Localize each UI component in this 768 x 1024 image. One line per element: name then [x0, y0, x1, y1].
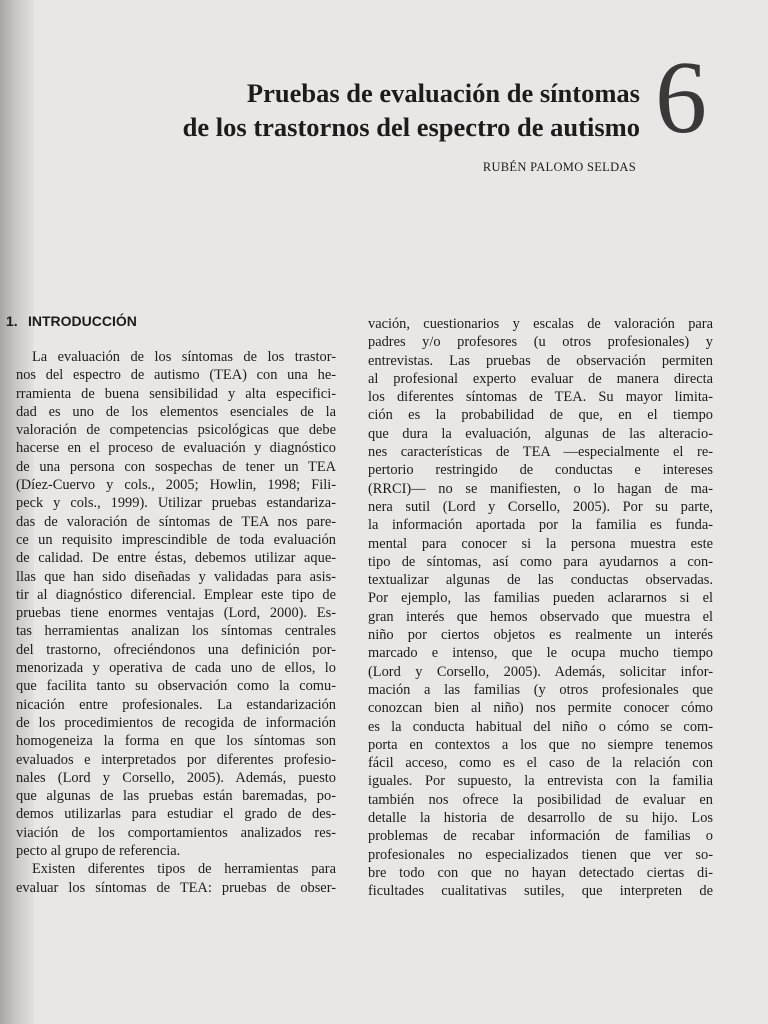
text-line: (Díez-Cuervo y cols., 2005; Howlin, 1998; Fili-	[16, 477, 336, 494]
text-line: profesionales no especializados tienen que ver so-	[368, 846, 713, 863]
text-line: de calidad. De entre éstas, debemos utilizar aque-	[16, 550, 336, 567]
text-line: hacerse en el proceso de evaluación y diagnóstico	[16, 440, 336, 457]
text-line: Por ejemplo, las familias pueden aclararnos si el	[368, 590, 713, 607]
text-line: ción es la probabilidad de que, en el tiempo	[368, 407, 713, 424]
text-line: niño por ciertos objetos es realmente un interés	[368, 627, 713, 644]
text-line: tipo de síntomas, así como para ayudarnos a con-	[368, 553, 713, 570]
text-line: conozcan bien al niño) nos permite conocer cómo	[368, 700, 713, 717]
text-line: entrevistas. Las pruebas de observación permiten	[368, 352, 713, 369]
text-line: bre todo con que no hayan detectado ciertas di-	[368, 864, 713, 881]
text-line: demos utilizarlas para estudiar el grado de des-	[16, 806, 336, 823]
text-line: Existen diferentes tipos de herramientas para	[32, 861, 336, 878]
text-line: gran interés que hemos observado que muestra el	[368, 608, 713, 625]
text-line: que dura la evaluación, algunas de las alteracio-	[368, 425, 713, 442]
text-line: vación, cuestionarios y escalas de valoración para	[368, 316, 713, 332]
text-line: mación a las familias (y otros profesionales que	[368, 681, 713, 698]
text-line: nera sutil (Lord y Corsello, 2005). Por su parte,	[368, 498, 713, 515]
section-heading	[0, 312, 137, 330]
text-line: textualizar algunas de las conductas observadas.	[368, 572, 713, 589]
text-line: de una persona con sospechas de tener un TEA	[16, 458, 336, 475]
text-line: mental para conocer si la persona muestra este	[368, 535, 713, 552]
text-line: es la conducta habitual del niño o cómo se com-	[368, 718, 713, 735]
section-heading-text: INTRODUCCIÓN	[28, 313, 137, 329]
text-line: tas herramientas analizan los síntomas centrales	[16, 623, 336, 640]
text-line: la información aportada por la familia es funda-	[368, 517, 713, 534]
text-line: peck y cols., 1999). Utilizar pruebas estandariza-	[16, 495, 336, 512]
text-line: rramienta de buena sensibilidad y alta especifici-	[16, 385, 336, 402]
text-line: del trastorno, ofreciéndonos una definición por-	[16, 641, 336, 658]
text-line: dad es uno de los elementos esenciales de la	[16, 403, 336, 420]
text-line: también nos ofrece la posibilidad de evaluar en	[368, 791, 713, 808]
text-line: al profesional experto evaluar de manera directa	[368, 370, 713, 387]
left-text-column	[16, 348, 336, 897]
right-text-column	[368, 315, 713, 901]
text-line: pecto al grupo de referencia.	[16, 843, 181, 860]
chapter-author: RUBÉN PALOMO SELDAS	[482, 160, 636, 174]
text-line: ficultades cualitativas sutiles, que interpreten de	[368, 883, 713, 900]
text-line: pruebas tiene enormes ventajas (Lord, 2000). Es-	[16, 605, 336, 622]
text-line: (RRCI)— no se manifiesten, o lo hagan de ma-	[368, 480, 713, 497]
text-line: nes características de TEA —especialmente el re-	[368, 444, 713, 461]
text-line: viación de los comportamientos analizados res-	[16, 824, 336, 841]
text-line: llas que han sido diseñadas y validadas para asis-	[16, 568, 336, 585]
text-line: evaluados e interpretados por diferentes profesio-	[16, 751, 336, 768]
section-number: 1.	[6, 313, 18, 329]
text-line: que facilita tanto su observación como la comu-	[16, 678, 336, 695]
text-line: porta en contextos a los que no siempre tenemos	[368, 736, 713, 753]
text-line: padres y/o profesores (u otros profesionales) y	[368, 334, 713, 351]
text-line: ce un requisito imprescindible de toda evaluación	[16, 531, 336, 548]
text-line: fácil acceso, como es el caso de la relación con	[368, 755, 713, 772]
text-line: los diferentes síntomas de TEA. Su mayor limita-	[368, 389, 713, 406]
text-line: que algunas de las pruebas están baremadas, po-	[16, 788, 336, 805]
text-line: nicación entre profesionales. La estandarización	[16, 696, 336, 713]
text-line: menorizada y operativa de cada uno de ellos, lo	[16, 660, 336, 677]
text-line: marcado e intenso, que le ocupa mucho tiempo	[368, 645, 713, 662]
text-line: problemas de recabar información de familias o	[368, 828, 713, 845]
text-line: evaluar los síntomas de TEA: pruebas de obser-	[16, 879, 336, 896]
chapter-title-line-1: Pruebas de evaluación de síntomas	[246, 78, 640, 108]
text-line: (Lord y Corsello, 2005). Además, solicitar infor-	[368, 663, 713, 680]
text-line: iguales. Por supuesto, la entrevista con la familia	[368, 773, 713, 790]
text-line: La evaluación de los síntomas de los trastor-	[32, 349, 336, 365]
text-line: detalle la historia de desarrollo de su hijo. Los	[368, 810, 713, 827]
text-line: nales (Lord y Corsello, 2005). Además, puesto	[16, 769, 336, 786]
text-line: pertorio restringido de conductas e intereses	[368, 462, 713, 479]
text-line: nos del espectro de autismo (TEA) con una he-	[16, 367, 336, 384]
text-line: homogeneiza la forma en que los síntomas son	[16, 733, 336, 750]
text-line: das de valoración de síntomas de TEA nos pare-	[16, 513, 336, 530]
text-line: de los procedimientos de recogida de información	[16, 714, 336, 731]
text-line: tir al diagnóstico diferencial. Emplear este tipo de	[16, 586, 336, 603]
chapter-number: 6	[655, 40, 707, 155]
text-line: valoración de competencias psicológicas que debe	[16, 422, 336, 439]
chapter-title-line-2: de los trastornos del espectro de autismo	[182, 112, 640, 142]
